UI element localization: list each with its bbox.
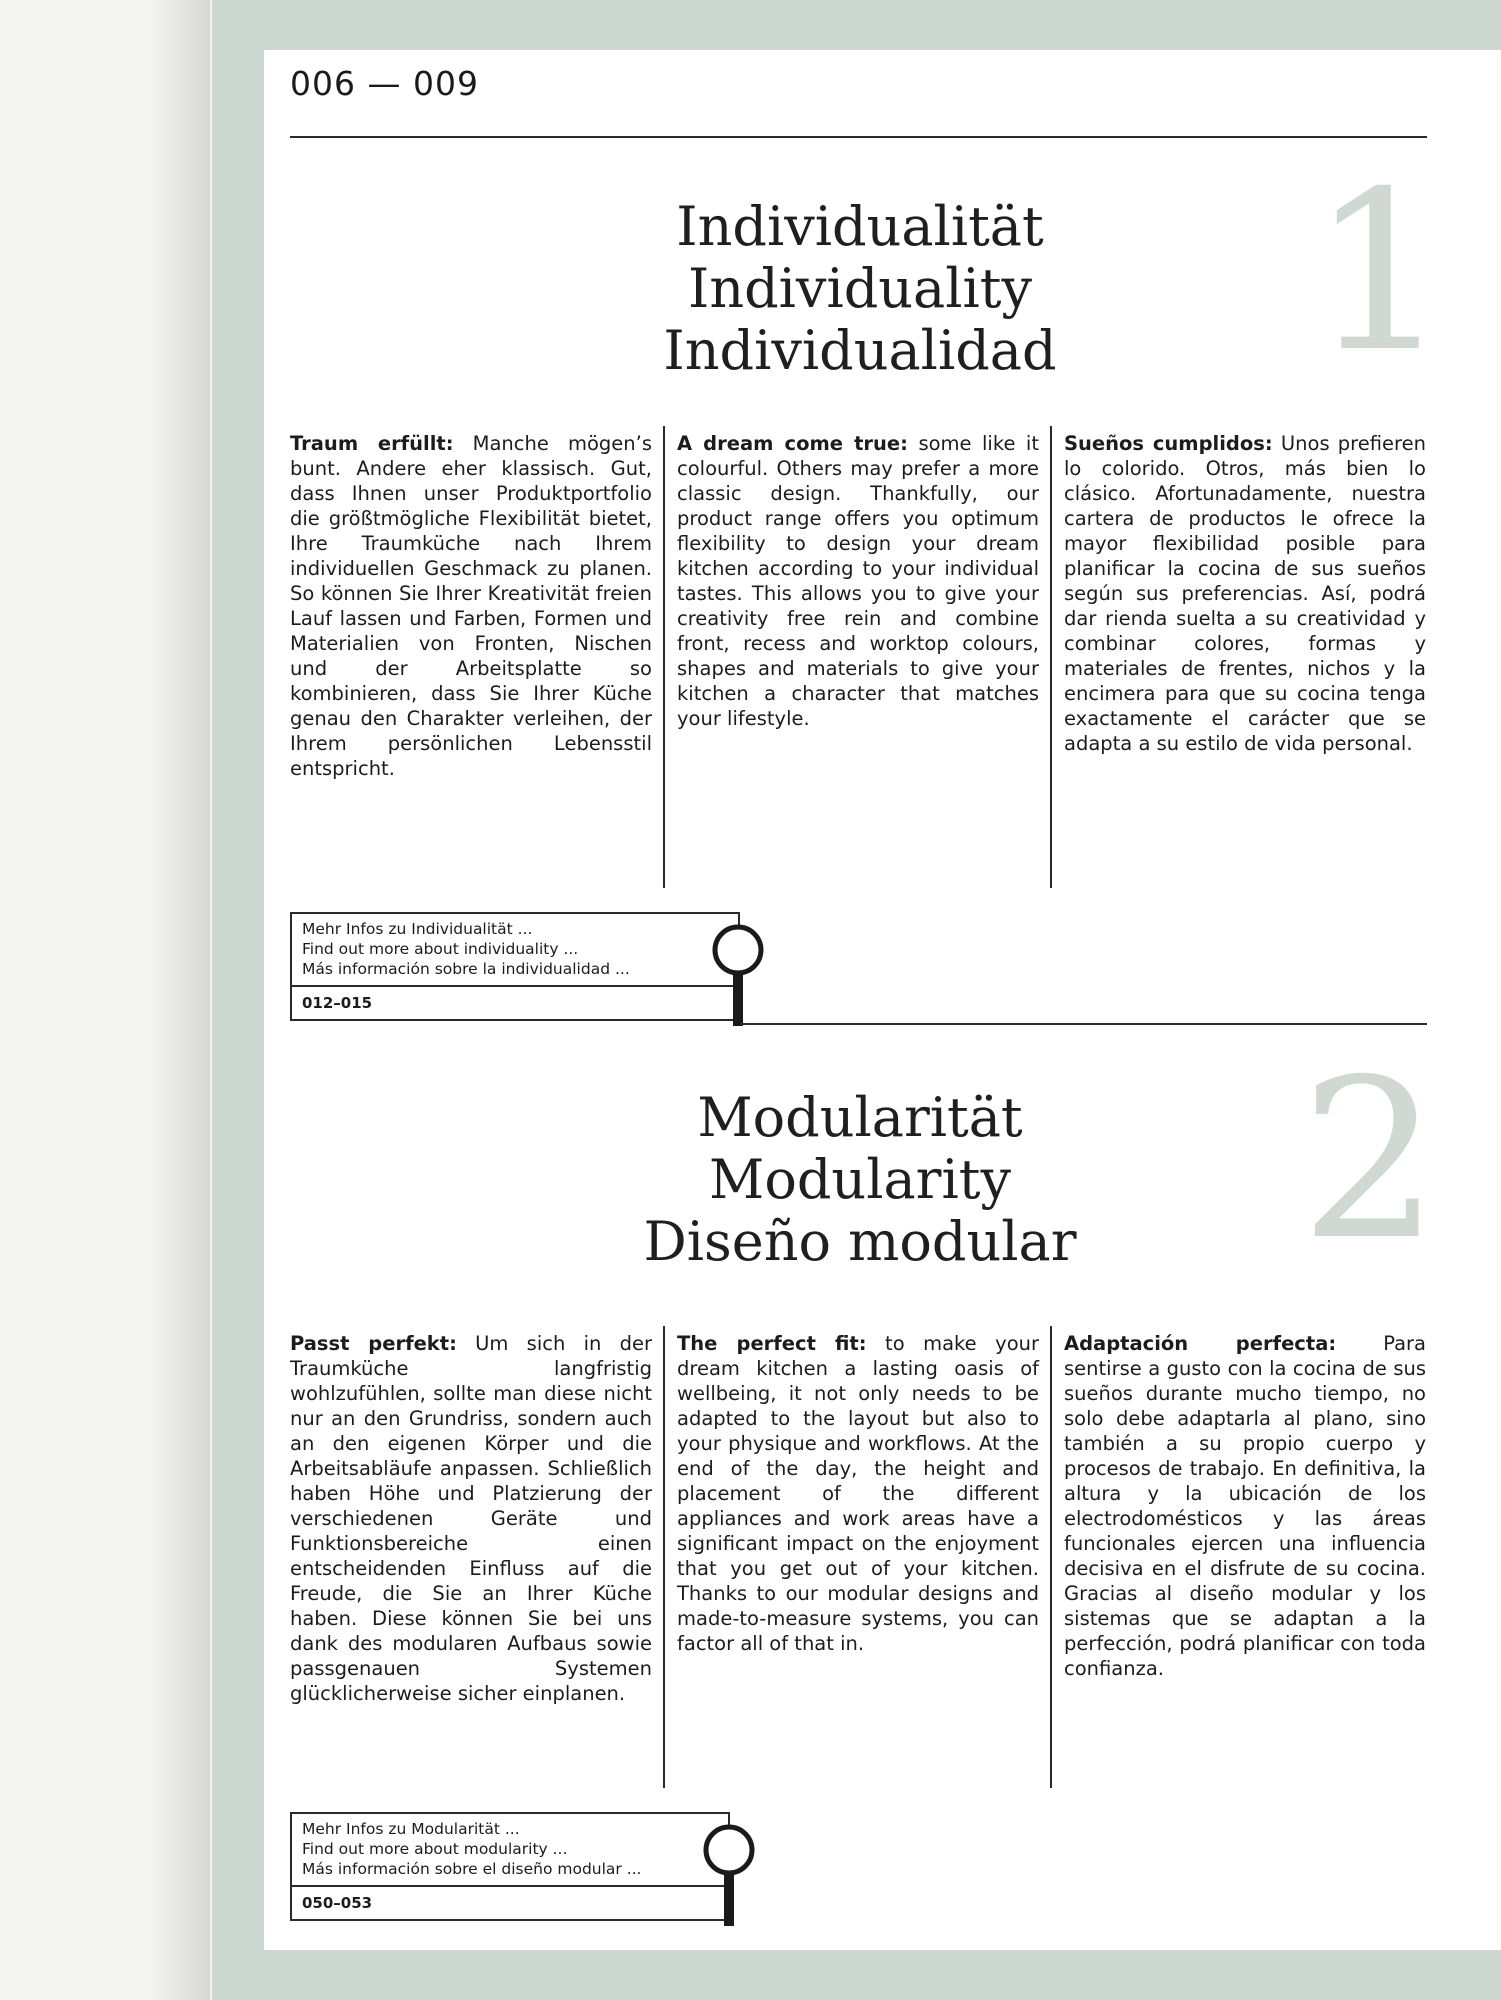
- section-2-text-de: [290, 1331, 652, 1706]
- section-2-title-es: Diseño modular: [643, 1210, 1077, 1273]
- more-info-es: Más información sobre la individualidad ...: [302, 960, 630, 978]
- section-2-more-info-link[interactable]: [290, 1812, 730, 1921]
- section-2-title-en: Modularity: [709, 1148, 1011, 1211]
- section-2-lead-de: Passt perfekt:: [290, 1332, 457, 1355]
- column-divider: [663, 426, 665, 888]
- section-2-lead-en: The perfect fit:: [677, 1332, 867, 1355]
- more-info-es: Más información sobre el diseño modular ...: [302, 1860, 642, 1878]
- magnifier-icon: [708, 922, 768, 1026]
- section-1-lead-de: Traum erfüllt:: [290, 432, 454, 455]
- column-divider: [1050, 426, 1052, 888]
- column-divider: [1050, 1326, 1052, 1788]
- page-range: 006 — 009: [290, 64, 479, 103]
- more-info-pages: 012–015: [302, 994, 373, 1012]
- section-2-title-de: Modularität: [697, 1086, 1023, 1149]
- section-1-lead-en: A dream come true:: [677, 432, 908, 455]
- section-1-more-info-link[interactable]: [290, 912, 740, 1021]
- section-1-text-de: [290, 431, 652, 781]
- section-1-title: [560, 196, 1160, 382]
- more-info-en: Find out more about modularity ...: [302, 1840, 568, 1858]
- section-2-lead-es: Adaptación perfecta:: [1064, 1332, 1337, 1355]
- section-2-number: 2: [1300, 1032, 1440, 1288]
- section-rule: [740, 1023, 1427, 1025]
- section-1-text-es: [1064, 431, 1426, 756]
- section-2-body-de: Um sich in der Traumküche langfristig wohlzufühlen, sollte man diese nicht nur an den Grundriss, sondern auch an den eigenen Körper und die Arbeitsabläufe anpassen. Schließlich haben Höhe und Platzierung der verschiedenen Geräte und Funktionsbereiche einen entscheidenden Einfluss auf die Freude, die Sie an Ihrer Küche haben. Diese können Sie bei uns dank des modularen Aufbaus sowie passgenauen Systemen glücklicherweise sicher einplanen.: [290, 1332, 652, 1705]
- more-info-de: Mehr Infos zu Modularität ...: [302, 1820, 520, 1838]
- section-1-body-es: Unos prefieren lo colorido. Otros, más bien lo clásico. Afortunadamente, nuestra cartera de productos le ofrece la mayor flexibilidad posible para planificar la cocina de sus sueños según sus preferencias. Así, podrá dar rienda suelta a su creatividad y combinar colores, formas y materiales de frentes, nichos y la encimera para que su cocina tenga exactamente el carácter que se adapta a su estilo de vida personal.: [1064, 432, 1426, 755]
- section-1-title-es: Individualidad: [663, 319, 1057, 382]
- section-1-title-de: Individualität: [676, 195, 1044, 258]
- section-1-number: 1: [1310, 144, 1450, 400]
- section-1-body-de: Manche mögen’s bunt. Andere eher klassisch. Gut, dass Ihnen unser Produktportfolio die größtmögliche Flexibilität bietet, Ihre Traumküche nach Ihrem individuellen Geschmack zu planen. So können Sie Ihrer Kreativität freien Lauf lassen und Farben, Formen und Materialien von Fronten, Nischen und der Arbeitsplatte so kombinieren, dass Sie Ihrer Küche genau den Charakter verleihen, der Ihrem persönlichen Lebensstil entspricht.: [290, 432, 653, 780]
- section-2-text-en: [677, 1331, 1039, 1656]
- page-shadow: [150, 0, 210, 2000]
- section-1-body-en: some like it colourful. Others may prefer a more classic design. Thankfully, our product range offers you optimum flexibility to design your dream kitchen according to your individual tastes. This allows you to give your creativity free rein and combine front, recess and worktop colours, shapes and materials to give your kitchen a character that matches your lifestyle.: [677, 432, 1039, 730]
- section-2-body-es: Para sentirse a gusto con la cocina de sus sueños durante mucho tiempo, no solo debe adaptarla al plano, sino también a su propio cuerpo y procesos de trabajo. En definitiva, la altura y la ubicación de los electrodomésticos y las áreas funcionales ejercen una influencia decisiva en el disfrute de su cocina. Gracias al diseño modular y los sistemas que se adaptan a la perfección, podrá planificar con toda confianza.: [1064, 1332, 1426, 1680]
- section-2-title: [560, 1087, 1160, 1273]
- section-1-text-en: [677, 431, 1039, 731]
- more-info-pages: 050–053: [302, 1894, 373, 1912]
- section-1-lead-es: Sueños cumplidos:: [1064, 432, 1273, 455]
- column-divider: [663, 1326, 665, 1788]
- section-2-text-es: [1064, 1331, 1426, 1681]
- magnifier-icon: [699, 1822, 759, 1926]
- section-2-body-en: to make your dream kitchen a lasting oasis of wellbeing, it not only needs to be adapted to the layout but also to your physique and workflows. At the end of the day, the height and placement of the different appliances and work areas have a significant impact on the enjoyment that you get out of your kitchen. Thanks to our modular designs and made-to-measure systems, you can factor all of that in.: [677, 1332, 1039, 1655]
- more-info-de: Mehr Infos zu Individualität ...: [302, 920, 533, 938]
- more-info-en: Find out more about individuality ...: [302, 940, 579, 958]
- section-1-title-en: Individuality: [687, 257, 1032, 320]
- top-rule: [290, 136, 1427, 138]
